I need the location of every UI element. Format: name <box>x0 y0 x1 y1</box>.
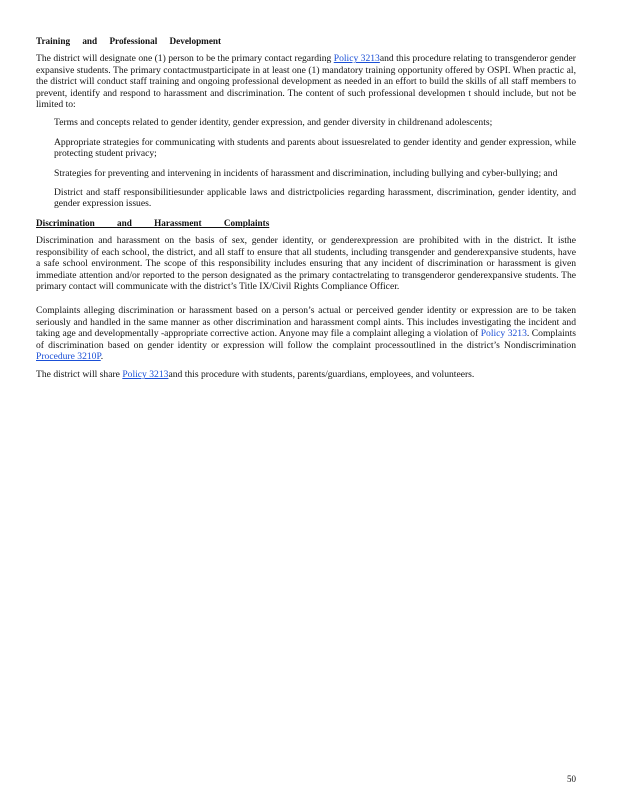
training-heading: Training and Professional Development <box>36 36 222 46</box>
procedure-3210p-link[interactable]: Procedure 3210P <box>36 350 101 362</box>
page-number: 50 <box>567 774 576 784</box>
list-item: Appropriate strategies for communicating with students and parents about issuesrelated to gender identity and gender expression, while protecting student privacy; <box>54 136 576 160</box>
training-paragraph: The district will designate one (1) person to be the primary contact regarding Policy 3213and this procedure relating to transgenderor gender expansive students. The primary contactmustparticipate in at least one (1) mandatory training opportunity offered by OSPI. When practic al, the district will conduct staff training and ongoing professional development as needed in an effort to build the skills of all staff members to prevent, identify and respond to harassment and discrimination. The content of such professional developmen t should include, but not be limited to: <box>36 53 576 111</box>
discrimination-paragraph: Discrimination and harassment on the basis of sex, gender identity, or genderexpression are prohibited with in the district. It isthe responsibility of each school, the district, and all staff to ensure that all students, including transgender and genderexpansive students, have a safe school environment. The scope of this responsibility includes ensuring that any incident of discrimination or harassment is given immediate attention and/or reported to the person designated as the primary contactrelating to transgenderor genderexpansive students. The primary contact will communicate with the district’s Title IX/Civil Rights Compliance Officer. <box>36 235 576 292</box>
policy-3213-link[interactable]: Policy 3213 <box>333 53 380 65</box>
list-item: Terms and concepts related to gender identity, gender expression, and gender diversity in childrenand adolescents; <box>54 117 493 129</box>
training-topics-list <box>36 117 576 209</box>
policy-3213-reference: Policy 3213 <box>480 328 527 340</box>
complaints-paragraph: Complaints alleging discrimination or harassment based on a person’s actual or perceived gender identity or expression are to be taken seriously and handled in the same manner as other discrimination and harassment compl aints. This includes investigating the incident and taking age and developmentally -appropriate corrective action. Anyone may file a complaint alleging a violation of Policy 3213. Complaints of discrimination based on gender identity or expression will follow the complaint processoutlined in the district’s Nondiscrimination Procedure 3210P. <box>36 305 576 362</box>
discrimination-heading: Discrimination and Harassment Complaints <box>36 217 270 228</box>
list-item: District and staff responsibilitiesunder applicable laws and districtpolicies regarding harassment, discrimination, gender identity, and gender expression issues. <box>54 187 576 210</box>
document-page <box>36 36 576 388</box>
sharing-paragraph: The district will share Policy 3213and this procedure with students, parents/guardians, employees, and volunteers. <box>36 369 475 381</box>
list-item: Strategies for preventing and intervening in incidents of harassment and discrimination, including bullying and cyber-bullying; and <box>54 167 558 179</box>
policy-3213-link[interactable]: Policy 3213 <box>122 369 169 381</box>
